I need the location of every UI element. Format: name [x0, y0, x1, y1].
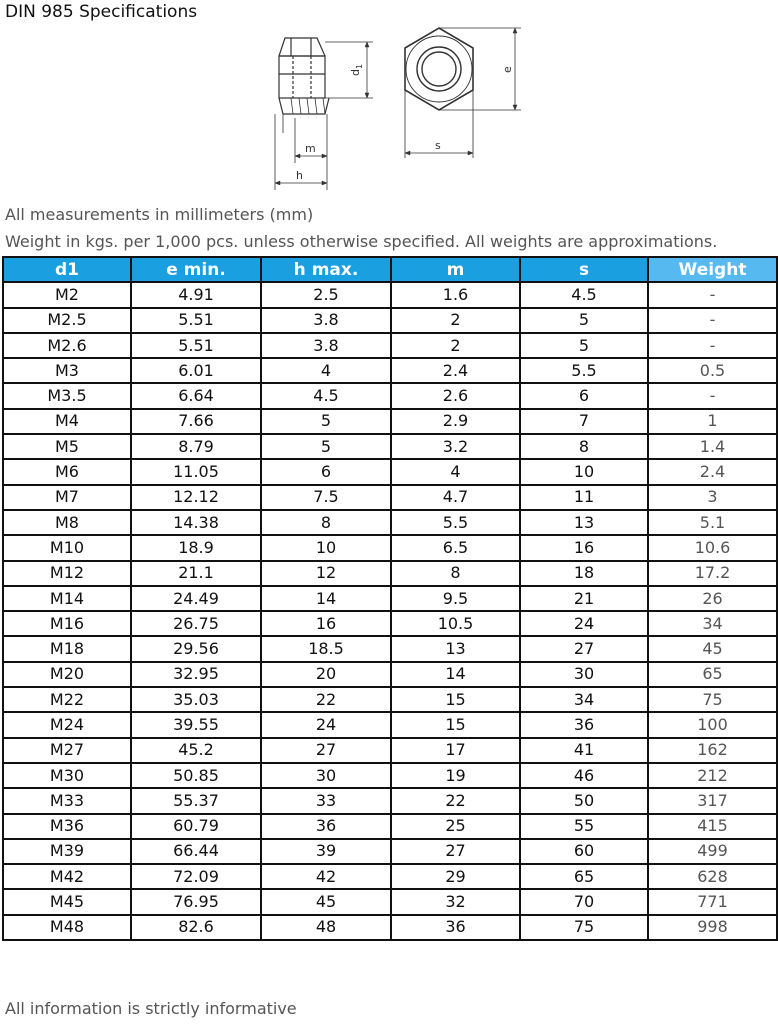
table-row	[3, 409, 777, 434]
cell-d1: M2.6	[3, 333, 131, 358]
specifications-table	[2, 256, 778, 941]
cell-h-max: 42	[261, 864, 391, 889]
cell-h-max: 22	[261, 687, 391, 712]
cell-weight: 17.2	[648, 561, 777, 586]
cell-weight: 10.6	[648, 535, 777, 560]
cell-m: 29	[391, 864, 520, 889]
cell-weight: 628	[648, 864, 777, 889]
table-row	[3, 915, 777, 940]
weight-note: Weight in kgs. per 1,000 pcs. unless otherwise specified. All weights are approximations.	[5, 232, 718, 251]
cell-s: 5	[520, 333, 648, 358]
cell-d1: M30	[3, 763, 131, 788]
cell-weight: 0.5	[648, 358, 777, 383]
cell-m: 17	[391, 738, 520, 763]
cell-s: 55	[520, 814, 648, 839]
cell-m: 22	[391, 788, 520, 813]
cell-d1: M33	[3, 788, 131, 813]
cell-e-min: 26.75	[131, 611, 261, 636]
cell-s: 60	[520, 839, 648, 864]
nut-front-view	[405, 28, 521, 158]
cell-m: 2.9	[391, 409, 520, 434]
cell-h-max: 4	[261, 358, 391, 383]
cell-weight: 499	[648, 839, 777, 864]
table-row	[3, 485, 777, 510]
cell-s: 46	[520, 763, 648, 788]
label-s: s	[435, 139, 441, 152]
cell-e-min: 5.51	[131, 308, 261, 333]
cell-s: 21	[520, 586, 648, 611]
table-row	[3, 712, 777, 737]
cell-h-max: 30	[261, 763, 391, 788]
cell-weight: 65	[648, 662, 777, 687]
cell-weight: -	[648, 282, 777, 307]
cell-h-max: 39	[261, 839, 391, 864]
table-row	[3, 662, 777, 687]
cell-d1: M24	[3, 712, 131, 737]
cell-h-max: 27	[261, 738, 391, 763]
cell-e-min: 24.49	[131, 586, 261, 611]
cell-d1: M20	[3, 662, 131, 687]
cell-weight: 3	[648, 485, 777, 510]
label-m: m	[305, 142, 316, 155]
header-h-max: h max.	[261, 257, 391, 282]
cell-e-min: 55.37	[131, 788, 261, 813]
cell-s: 41	[520, 738, 648, 763]
cell-weight: 26	[648, 586, 777, 611]
cell-e-min: 5.51	[131, 333, 261, 358]
cell-weight: 212	[648, 763, 777, 788]
cell-e-min: 82.6	[131, 915, 261, 940]
cell-m: 36	[391, 915, 520, 940]
cell-s: 6	[520, 383, 648, 408]
cell-h-max: 48	[261, 915, 391, 940]
table-row	[3, 687, 777, 712]
cell-m: 4.7	[391, 485, 520, 510]
cell-s: 11	[520, 485, 648, 510]
table-row	[3, 510, 777, 535]
cell-d1: M2.5	[3, 308, 131, 333]
cell-m: 5.5	[391, 510, 520, 535]
cell-m: 15	[391, 687, 520, 712]
cell-h-max: 14	[261, 586, 391, 611]
cell-h-max: 5	[261, 434, 391, 459]
cell-e-min: 60.79	[131, 814, 261, 839]
cell-s: 4.5	[520, 282, 648, 307]
table-row	[3, 586, 777, 611]
table-row	[3, 333, 777, 358]
nut-technical-drawing	[255, 18, 535, 193]
page-title: DIN 985 Specifications	[5, 2, 198, 22]
cell-h-max: 7.5	[261, 485, 391, 510]
cell-e-min: 45.2	[131, 738, 261, 763]
cell-m: 2.4	[391, 358, 520, 383]
cell-e-min: 50.85	[131, 763, 261, 788]
cell-s: 30	[520, 662, 648, 687]
table-header-row	[3, 257, 777, 282]
cell-m: 2	[391, 308, 520, 333]
cell-d1: M42	[3, 864, 131, 889]
cell-d1: M39	[3, 839, 131, 864]
label-h: h	[296, 169, 303, 182]
cell-weight: 45	[648, 636, 777, 661]
cell-s: 70	[520, 889, 648, 914]
cell-h-max: 18.5	[261, 636, 391, 661]
cell-s: 36	[520, 712, 648, 737]
header-weight: Weight	[648, 257, 777, 282]
cell-e-min: 4.91	[131, 282, 261, 307]
label-e: e	[501, 66, 514, 73]
cell-s: 5.5	[520, 358, 648, 383]
cell-m: 2.6	[391, 383, 520, 408]
cell-e-min: 8.79	[131, 434, 261, 459]
table-row	[3, 358, 777, 383]
cell-h-max: 36	[261, 814, 391, 839]
cell-d1: M22	[3, 687, 131, 712]
cell-weight: 2.4	[648, 459, 777, 484]
header-m: m	[391, 257, 520, 282]
table-row	[3, 383, 777, 408]
cell-d1: M45	[3, 889, 131, 914]
cell-d1: M5	[3, 434, 131, 459]
cell-e-min: 21.1	[131, 561, 261, 586]
table-row	[3, 839, 777, 864]
cell-weight: 998	[648, 915, 777, 940]
cell-d1: M18	[3, 636, 131, 661]
cell-h-max: 2.5	[261, 282, 391, 307]
cell-h-max: 8	[261, 510, 391, 535]
cell-weight: 415	[648, 814, 777, 839]
cell-weight: 1	[648, 409, 777, 434]
table-row	[3, 889, 777, 914]
cell-weight: 1.4	[648, 434, 777, 459]
label-d1: $d_1$	[349, 63, 364, 76]
table-row	[3, 434, 777, 459]
table-row	[3, 535, 777, 560]
cell-weight: 75	[648, 687, 777, 712]
cell-e-min: 76.95	[131, 889, 261, 914]
cell-s: 18	[520, 561, 648, 586]
cell-m: 13	[391, 636, 520, 661]
cell-e-min: 29.56	[131, 636, 261, 661]
cell-h-max: 33	[261, 788, 391, 813]
cell-m: 19	[391, 763, 520, 788]
cell-s: 27	[520, 636, 648, 661]
cell-m: 4	[391, 459, 520, 484]
cell-e-min: 32.95	[131, 662, 261, 687]
cell-e-min: 35.03	[131, 687, 261, 712]
cell-weight: 5.1	[648, 510, 777, 535]
cell-s: 65	[520, 864, 648, 889]
cell-m: 27	[391, 839, 520, 864]
cell-e-min: 66.44	[131, 839, 261, 864]
cell-m: 10.5	[391, 611, 520, 636]
cell-h-max: 3.8	[261, 308, 391, 333]
cell-h-max: 16	[261, 611, 391, 636]
footer-disclaimer: All information is strictly informative	[5, 999, 297, 1018]
table-body	[3, 282, 777, 940]
table-row	[3, 611, 777, 636]
cell-weight: 162	[648, 738, 777, 763]
table-row	[3, 788, 777, 813]
cell-h-max: 5	[261, 409, 391, 434]
cell-s: 5	[520, 308, 648, 333]
cell-m: 8	[391, 561, 520, 586]
table-row	[3, 738, 777, 763]
cell-h-max: 3.8	[261, 333, 391, 358]
cell-e-min: 6.01	[131, 358, 261, 383]
cell-e-min: 7.66	[131, 409, 261, 434]
table-row	[3, 814, 777, 839]
table-row	[3, 763, 777, 788]
table-row	[3, 282, 777, 307]
cell-d1: M10	[3, 535, 131, 560]
cell-m: 2	[391, 333, 520, 358]
cell-d1: M3.5	[3, 383, 131, 408]
cell-m: 1.6	[391, 282, 520, 307]
cell-s: 24	[520, 611, 648, 636]
cell-e-min: 18.9	[131, 535, 261, 560]
cell-d1: M3	[3, 358, 131, 383]
cell-weight: -	[648, 308, 777, 333]
cell-m: 25	[391, 814, 520, 839]
cell-d1: M2	[3, 282, 131, 307]
nut-side-view	[275, 38, 373, 190]
cell-e-min: 14.38	[131, 510, 261, 535]
cell-e-min: 6.64	[131, 383, 261, 408]
cell-s: 10	[520, 459, 648, 484]
cell-weight: 34	[648, 611, 777, 636]
cell-s: 7	[520, 409, 648, 434]
cell-m: 32	[391, 889, 520, 914]
cell-h-max: 12	[261, 561, 391, 586]
cell-s: 13	[520, 510, 648, 535]
cell-d1: M48	[3, 915, 131, 940]
header-e-min: e min.	[131, 257, 261, 282]
cell-m: 14	[391, 662, 520, 687]
table-row	[3, 459, 777, 484]
cell-e-min: 72.09	[131, 864, 261, 889]
cell-d1: M14	[3, 586, 131, 611]
cell-s: 50	[520, 788, 648, 813]
cell-e-min: 12.12	[131, 485, 261, 510]
cell-s: 34	[520, 687, 648, 712]
cell-h-max: 10	[261, 535, 391, 560]
cell-s: 75	[520, 915, 648, 940]
header-s: s	[520, 257, 648, 282]
cell-d1: M36	[3, 814, 131, 839]
cell-d1: M4	[3, 409, 131, 434]
cell-s: 8	[520, 434, 648, 459]
cell-h-max: 24	[261, 712, 391, 737]
cell-weight: 771	[648, 889, 777, 914]
table-row	[3, 864, 777, 889]
cell-d1: M12	[3, 561, 131, 586]
cell-d1: M6	[3, 459, 131, 484]
table-row	[3, 561, 777, 586]
cell-h-max: 6	[261, 459, 391, 484]
cell-m: 15	[391, 712, 520, 737]
cell-m: 9.5	[391, 586, 520, 611]
cell-e-min: 39.55	[131, 712, 261, 737]
cell-m: 6.5	[391, 535, 520, 560]
table-row	[3, 636, 777, 661]
cell-m: 3.2	[391, 434, 520, 459]
cell-weight: -	[648, 333, 777, 358]
cell-e-min: 11.05	[131, 459, 261, 484]
units-note: All measurements in millimeters (mm)	[5, 205, 314, 224]
table-row	[3, 308, 777, 333]
cell-d1: M16	[3, 611, 131, 636]
cell-h-max: 4.5	[261, 383, 391, 408]
cell-weight: 100	[648, 712, 777, 737]
cell-weight: -	[648, 383, 777, 408]
cell-d1: M27	[3, 738, 131, 763]
cell-d1: M8	[3, 510, 131, 535]
cell-h-max: 20	[261, 662, 391, 687]
header-d1: d1	[3, 257, 131, 282]
cell-s: 16	[520, 535, 648, 560]
cell-h-max: 45	[261, 889, 391, 914]
cell-d1: M7	[3, 485, 131, 510]
cell-weight: 317	[648, 788, 777, 813]
